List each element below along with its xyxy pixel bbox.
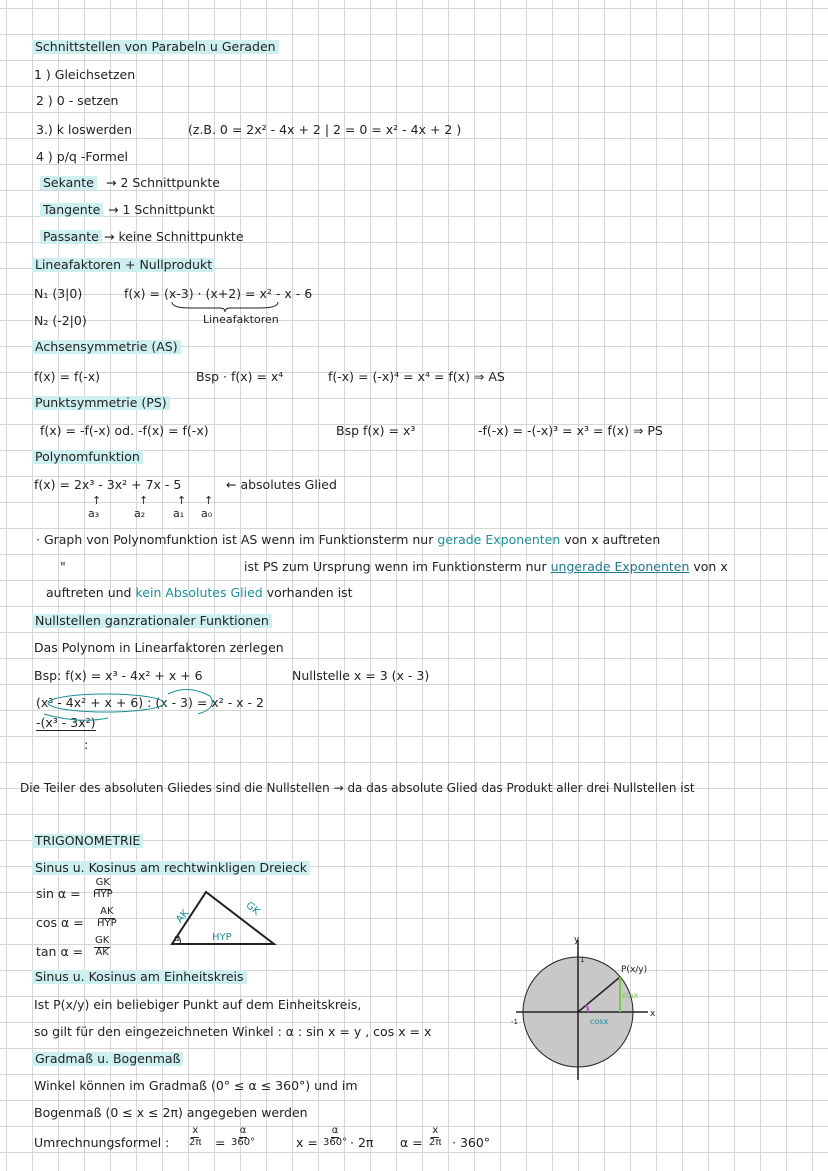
ps-rule: f(x) = -f(-x) od. -f(x) = f(-x)	[40, 423, 209, 438]
polynom-line1	[36, 533, 660, 547]
nullstellen-example: Bsp: f(x) = x³ - 4x² + x + 6	[34, 668, 203, 683]
right-triangle-diagram	[166, 886, 286, 948]
tangente-term: Tangente	[40, 203, 103, 217]
division-loop-icon	[38, 684, 308, 734]
nullstelle-value: Nullstelle x = 3 (x - 3)	[292, 668, 430, 683]
formula4-lhs: α =	[400, 1135, 423, 1150]
sin-den: HYP	[93, 888, 113, 900]
formula3-rhs: · 2π	[350, 1135, 374, 1150]
sekante-desc: → 2 Schnittpunkte	[106, 175, 220, 190]
polynom-line2-a: ist PS zum Ursprung wenn im Funktionsterm nur	[244, 559, 547, 574]
cos-den: HYP	[97, 917, 117, 929]
section-title-trigonometrie: TRIGONOMETRIE	[32, 834, 143, 848]
unit-circle-line1: Ist P(x/y) ein beliebiger Punkt auf dem Einheitskreis,	[34, 997, 362, 1012]
circle-y-axis-label: y	[574, 935, 580, 945]
section-title-linearfaktoren: Lineafaktoren + Nullprodukt	[32, 258, 215, 272]
sin-fraction	[92, 878, 114, 900]
step-3-example: (z.B. 0 = 2x² - 4x + 2 | 2 = 0 = x² - 4x + 2 )	[188, 122, 462, 137]
teiler-note: Die Teiler des absoluten Gliedes sind die Nullstellen → da das absolute Glied das Produkt aller drei Nullstellen ist	[20, 781, 695, 795]
division-subtract: -(x³ - 3x²)	[36, 715, 96, 730]
gradmass-line1: Winkel können im Gradmaß (0° ≤ α ≤ 360°) und im	[34, 1078, 358, 1093]
f1-num: x	[192, 1125, 199, 1136]
n1-point: N₁ (3|0)	[34, 286, 83, 301]
arrow-up-icon: ↑	[92, 494, 102, 507]
section-title-polynomfunktion: Polynomfunktion	[32, 450, 143, 464]
polynom-line1-b: gerade Exponenten	[437, 532, 561, 547]
polynom-line3-b: kein Absolutes Glied	[135, 585, 263, 600]
gradmass-line2: Bogenmaß (0 ≤ x ≤ 2π) angegeben werden	[34, 1105, 308, 1120]
step-3: 3.) k loswerden	[36, 122, 133, 137]
polynom-line1-a: · Graph von Polynomfunktion ist AS wenn im Funktionsterm nur	[36, 532, 434, 547]
triangle-hyp-label: HYP	[212, 932, 232, 943]
triangle-ak-label: AK	[174, 908, 192, 926]
polynom-line3-a: auftreten und	[46, 585, 132, 600]
formula4-fraction	[428, 1126, 442, 1148]
polynom-line3-c: vorhanden ist	[266, 585, 353, 600]
arrow-up-icon: ↑	[177, 494, 187, 507]
trig-subtitle: Sinus u. Kosinus am rechtwinkligen Dreieck	[32, 861, 310, 875]
formula2-fraction	[230, 1126, 256, 1148]
formula4-rhs: · 360°	[452, 1135, 491, 1150]
coef-a0: a₀	[201, 507, 213, 520]
tan-den: AK	[95, 946, 109, 958]
section-title-punktsymmetrie: Punktsymmetrie (PS)	[32, 396, 170, 410]
tan-fraction	[94, 936, 110, 958]
f1-den: 2π	[189, 1136, 202, 1148]
polynom-line3	[46, 586, 353, 600]
circle-sin-label: sinx	[622, 991, 639, 1000]
brace-label: Lineafaktoren	[203, 313, 279, 326]
polynom-line2-c: von x	[693, 559, 728, 574]
step-4: 4 ) p/q -Formel	[36, 149, 128, 164]
arrow-up-icon: ↑	[204, 494, 214, 507]
cos-fraction	[96, 907, 118, 929]
circle-x-axis-label: x	[650, 1009, 656, 1019]
unit-circle-line2: so gilt für den eingezeichneten Winkel : α : sin x = y , cos x = x	[34, 1024, 432, 1039]
ps-example-label: Bsp f(x) = x³	[336, 423, 416, 438]
triangle-alpha: α	[174, 934, 180, 944]
f3-den: 360°	[323, 1136, 348, 1148]
umrechnung-label: Umrechnungsformel :	[34, 1135, 170, 1150]
f4-den: 2π	[429, 1136, 442, 1148]
circle-one: 1	[580, 956, 585, 964]
nullstellen-desc: Das Polynom in Linearfaktoren zerlegen	[34, 640, 284, 655]
triangle-gk-label: GK	[243, 900, 262, 918]
unit-circle-title: Sinus u. Kosinus am Einheitskreis	[32, 970, 247, 984]
polynom-line2	[244, 560, 728, 574]
division-dots: :	[84, 737, 89, 752]
f2-num: α	[239, 1125, 247, 1136]
step-1: 1 ) Gleichsetzen	[34, 67, 136, 82]
tangente-desc: → 1 Schnittpunkt	[108, 202, 215, 217]
circle-minus-one: -1	[511, 1018, 518, 1026]
absolute-glied-note: ← absolutes Glied	[226, 477, 337, 492]
tan-label: tan α =	[36, 944, 84, 959]
arrow-up-icon: ↑	[139, 494, 149, 507]
ditto-mark: "	[60, 559, 66, 574]
step-2: 2 ) 0 - setzen	[36, 93, 119, 108]
polynom-line1-c: von x auftreten	[564, 532, 661, 547]
circle-cos-label: cosx	[590, 1017, 609, 1026]
polynom-division: (x³ - 4x² + x + 6) : (x - 3) = x² - x - 2	[36, 695, 264, 710]
formula3-fraction	[322, 1126, 348, 1148]
cos-label: cos α =	[36, 915, 84, 930]
f4-num: x	[432, 1125, 439, 1136]
sin-label: sin α =	[36, 886, 81, 901]
passante-term: Passante	[40, 230, 102, 244]
coef-a1: a₁	[173, 507, 185, 520]
coef-a2: a₂	[134, 507, 146, 520]
formula3-lhs: x =	[296, 1135, 318, 1150]
polynom-line2-b: ungerade Exponenten	[550, 559, 690, 574]
formula1-eq: =	[215, 1135, 226, 1150]
ps-example: -f(-x) = -(-x)³ = x³ = f(x) ⇒ PS	[478, 423, 663, 438]
sekante-term: Sekante	[40, 176, 97, 190]
linearfaktoren-formula: f(x) = (x-3) · (x+2) = x² - x - 6	[124, 286, 313, 301]
f2-den: 360°	[231, 1136, 256, 1148]
as-example-label: Bsp · f(x) = x⁴	[196, 369, 284, 384]
cos-num: AK	[100, 906, 114, 917]
passante-desc: → keine Schnittpunkte	[104, 229, 244, 244]
as-example: f(-x) = (-x)⁴ = x⁴ = f(x) ⇒ AS	[328, 369, 505, 384]
sin-num: GK	[95, 877, 110, 888]
coef-a3: a₃	[88, 507, 100, 520]
section-title-schnittstellen: Schnittstellen von Parabeln u Geraden	[32, 40, 279, 54]
gradmass-title: Gradmaß u. Bogenmaß	[32, 1052, 183, 1066]
formula1-fraction	[188, 1126, 202, 1148]
unit-circle-diagram	[508, 932, 658, 1082]
polynom-formula: f(x) = 2x³ - 3x² + 7x - 5	[34, 477, 182, 492]
as-rule: f(x) = f(-x)	[34, 369, 101, 384]
tan-num: GK	[95, 935, 110, 946]
f3-num: α	[331, 1125, 339, 1136]
brace-icon	[170, 300, 280, 312]
n2-point: N₂ (-2|0)	[34, 313, 87, 328]
circle-point-label: P(x/y)	[621, 965, 648, 975]
section-title-achsensymmetrie: Achsensymmetrie (AS)	[32, 340, 181, 354]
section-title-nullstellen: Nullstellen ganzrationaler Funktionen	[32, 614, 272, 628]
